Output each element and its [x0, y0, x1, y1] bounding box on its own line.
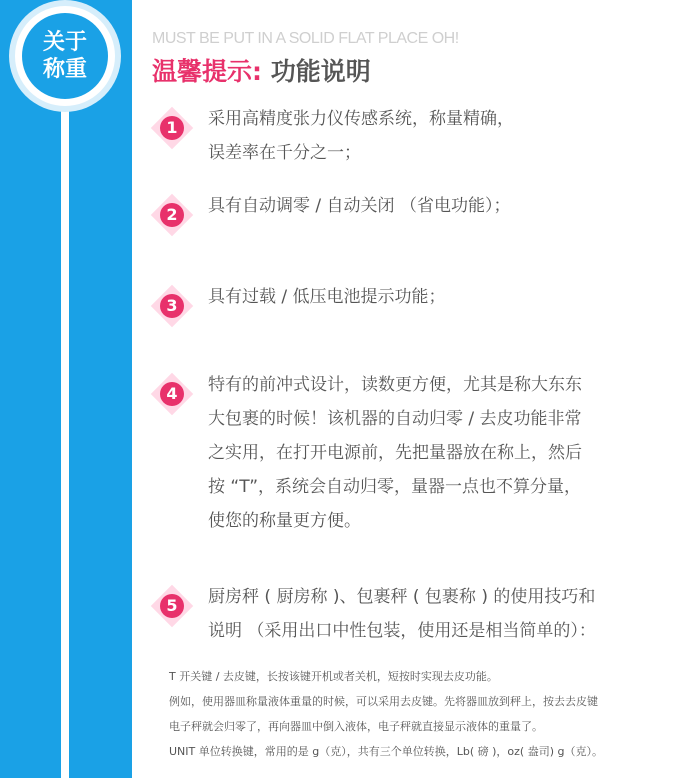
number-badge-4 [152, 374, 192, 414]
feature-line: 使您的称量更方便。 [208, 511, 361, 531]
feature-text-4 [208, 368, 692, 538]
side-bar [0, 0, 132, 778]
feature-line: 大包裹的时候！该机器的自动归零 / 去皮功能非常 [208, 409, 582, 429]
number-badge-2 [152, 195, 192, 235]
feature-line: 具有自动调零 / 自动关闭 （省电功能）； [208, 196, 511, 216]
number-circle: 2 [160, 203, 184, 227]
number-badge-1 [152, 108, 192, 148]
feature-text-2 [208, 189, 692, 223]
number-circle: 5 [160, 594, 184, 618]
heading-highlight: 温馨提示: [152, 57, 262, 86]
page-heading [152, 52, 371, 88]
feature-line: 之实用，在打开电源前，先把量器放在称上，然后 [208, 443, 582, 463]
feature-line: 误差率在千分之一； [208, 143, 361, 163]
side-bar-stripe [61, 100, 69, 778]
badge-line-2: 称重 [42, 57, 87, 82]
note-line: UNIT 单位转换键，常用的是 g（克），共有三个单位转换，Lb( 磅 )，oz( 盎司) g（克）。 [169, 745, 603, 758]
feature-line: 厨房秤 ( 厨房称 )、包裹秤 ( 包裹称 ) 的使用技巧和 [208, 587, 596, 607]
section-badge [22, 13, 108, 99]
number-circle: 1 [160, 116, 184, 140]
feature-text-3 [208, 280, 692, 314]
number-badge-5 [152, 586, 192, 626]
note-line: 电子秤就会归零了，再向器皿中倒入液体，电子秤就直接显示液体的重量了。 [169, 720, 543, 733]
feature-line: 采用高精度张力仪传感系统，称量精确， [208, 109, 514, 129]
feature-line: 按 “T”，系统会自动归零，量器一点也不算分量， [208, 477, 582, 497]
number-badge-3 [152, 286, 192, 326]
note-line: 例如，使用器皿称量液体重量的时候，可以采用去皮键。先将器皿放到秤上，按去去皮键 [169, 695, 598, 708]
feature-line: 说明 （采用出口中性包装，使用还是相当简单的）： [208, 621, 596, 641]
number-circle: 3 [160, 294, 184, 318]
feature-text-1 [208, 102, 692, 170]
heading-rest: 功能说明 [262, 57, 371, 86]
feature-line: 具有过载 / 低压电池提示功能； [208, 287, 446, 307]
badge-line-1: 关于 [42, 30, 87, 55]
note-line: T 开关键 / 去皮键，长按该键开机或者关机，短按时实现去皮功能。 [169, 670, 498, 683]
subtitle: MUST BE PUT IN A SOLID FLAT PLACE OH! [152, 30, 459, 47]
usage-notes [169, 664, 694, 764]
feature-text-5 [208, 580, 692, 648]
feature-line: 特有的前冲式设计，读数更方便，尤其是称大东东 [208, 375, 582, 395]
number-circle: 4 [160, 382, 184, 406]
